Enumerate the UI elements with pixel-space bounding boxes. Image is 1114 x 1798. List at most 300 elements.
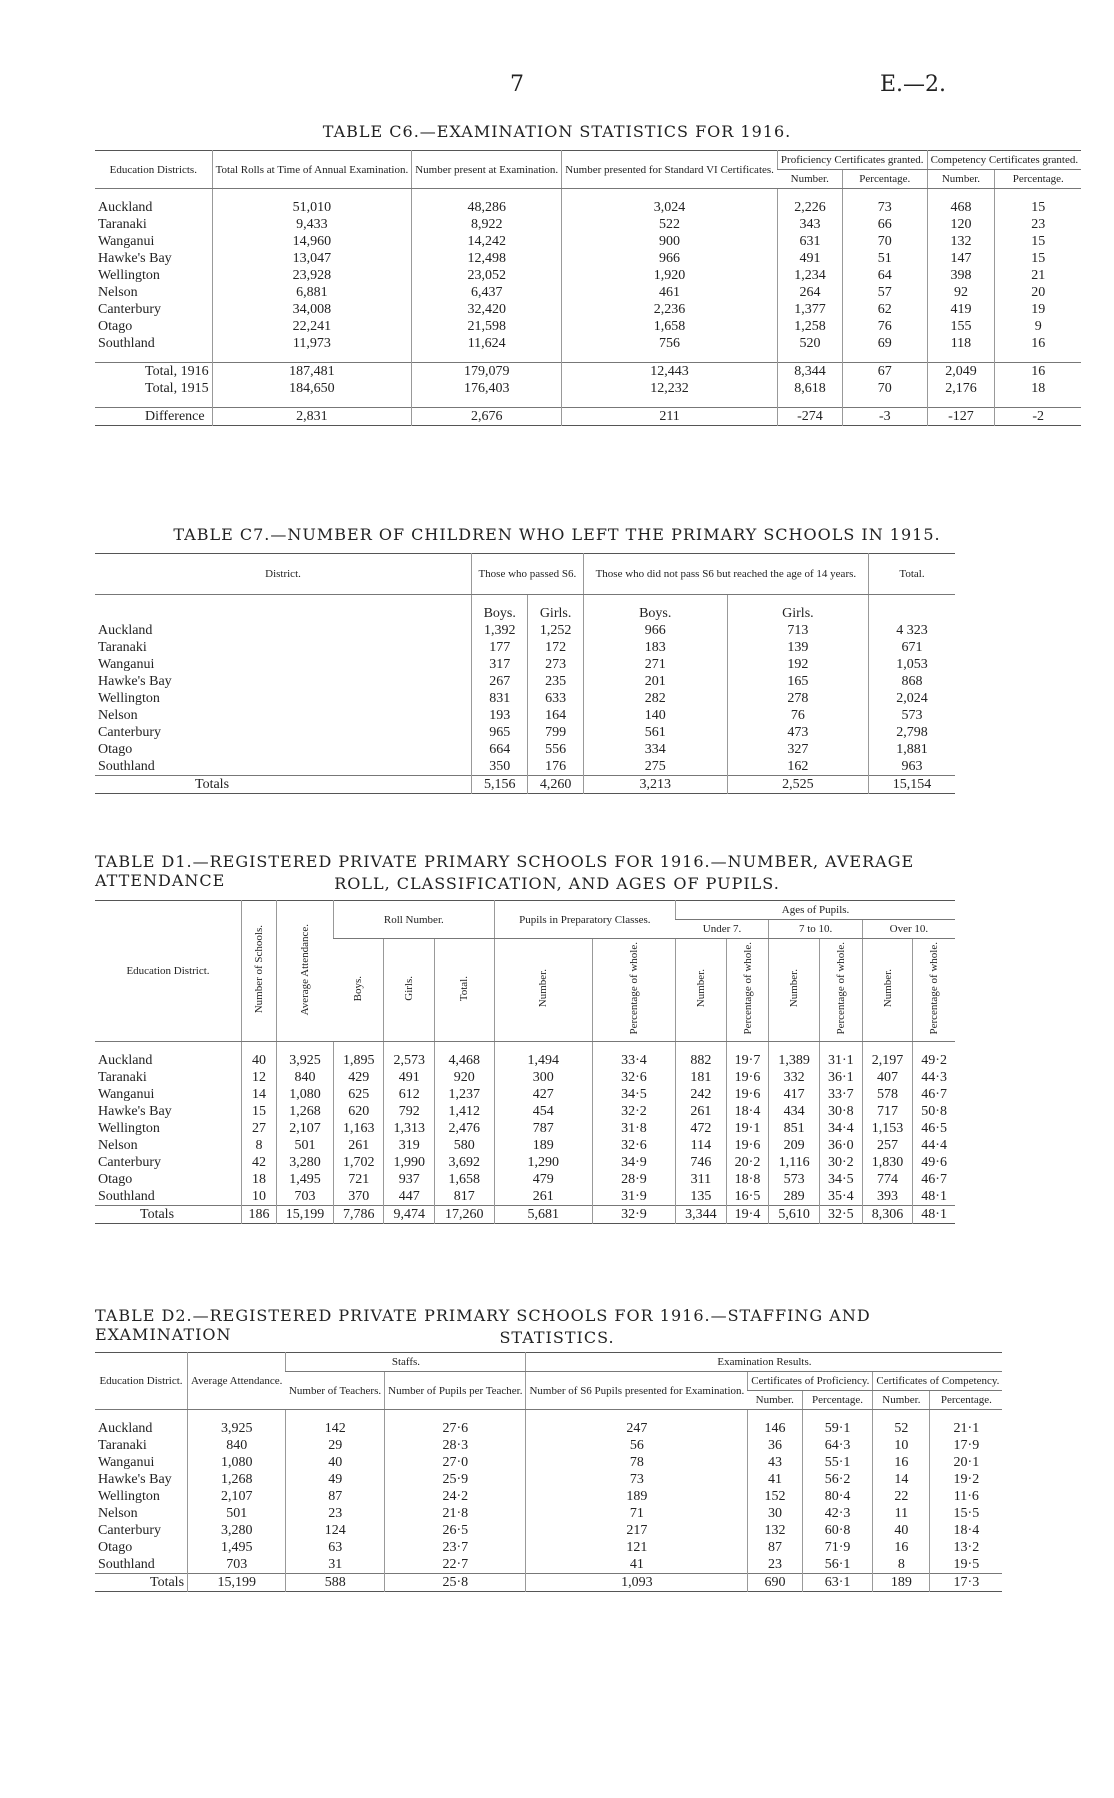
spacer-cell xyxy=(277,1041,334,1052)
cell-value: 1,080 xyxy=(277,1086,334,1103)
cell-value: 1,990 xyxy=(384,1154,434,1171)
cell-value: 721 xyxy=(334,1171,384,1188)
table-row xyxy=(95,741,955,758)
spacer-cell xyxy=(385,1410,526,1421)
row-label: Nelson xyxy=(98,1137,138,1153)
cell-value: 22 xyxy=(873,1488,930,1505)
cell-value: 20·2 xyxy=(726,1154,769,1171)
cell-value: 43 xyxy=(748,1454,802,1471)
cell-value: 139 xyxy=(727,639,868,656)
cell-value: 787 xyxy=(494,1120,592,1137)
cell-value: 1,163 xyxy=(334,1120,384,1137)
d2-h-s6: Number of S6 Pupils presented for Examination. xyxy=(526,1372,748,1410)
cell-value: 48·1 xyxy=(913,1205,955,1223)
cell-value: 51,010 xyxy=(212,199,412,216)
table-row xyxy=(95,758,955,776)
table-row xyxy=(95,1539,1002,1556)
table-row xyxy=(95,408,1081,426)
d1-h-pct: Percentage of whole. xyxy=(834,942,847,1035)
spacer-cell xyxy=(930,1410,1003,1421)
row-label: Auckland xyxy=(98,1421,153,1436)
cell-value: 27·0 xyxy=(385,1454,526,1471)
c6-h-rolls: Total Rolls at Time of Annual Examination. xyxy=(212,151,412,189)
cell-value: 23 xyxy=(286,1505,385,1522)
cell-value: 184,650 xyxy=(212,380,412,397)
cell-value: 13,047 xyxy=(212,250,412,267)
cell-value: 18·8 xyxy=(726,1171,769,1188)
cell-value: 19·2 xyxy=(930,1471,1003,1488)
cell-value: 73 xyxy=(843,199,928,216)
c7-h-notpassed: Those who did not pass S6 but reached the age of 14 years. xyxy=(583,554,868,595)
cell-value: 4 323 xyxy=(869,622,956,639)
cell-value: 48·1 xyxy=(913,1188,955,1206)
spacer-cell xyxy=(748,1410,802,1421)
table-row xyxy=(95,1574,1002,1592)
cell-value: 1,494 xyxy=(494,1052,592,1069)
cell-value: 8,306 xyxy=(862,1205,912,1223)
cell-value: 70 xyxy=(843,380,928,397)
cell-value: 32·6 xyxy=(592,1069,675,1086)
table-d1 xyxy=(95,900,955,1224)
row-label: Auckland xyxy=(98,200,153,215)
c7-h-total: Total. xyxy=(869,554,956,595)
spacer-cell xyxy=(188,1410,286,1421)
cell-value: 87 xyxy=(286,1488,385,1505)
cell-value: 32·5 xyxy=(819,1205,862,1223)
d2-h-number: Number. xyxy=(873,1391,930,1410)
cell-value: 631 xyxy=(777,233,842,250)
cell-value: 176 xyxy=(528,758,583,776)
c6-h-comp: Competency Certificates granted. xyxy=(927,151,1081,170)
cell-value: 264 xyxy=(777,284,842,301)
cell-value: 40 xyxy=(286,1454,385,1471)
spacer-cell xyxy=(869,595,956,623)
cell-value: 46·7 xyxy=(913,1171,955,1188)
cell-value: 135 xyxy=(676,1188,726,1206)
cell-value: 73 xyxy=(526,1471,748,1488)
cell-value: 332 xyxy=(769,1069,819,1086)
cell-value: 189 xyxy=(494,1137,592,1154)
row-label: Hawke's Bay xyxy=(98,1103,172,1119)
table-row xyxy=(95,1454,1002,1471)
table-d2 xyxy=(95,1352,1002,1592)
d2-h-teachers: Number of Teachers. xyxy=(286,1372,385,1410)
cell-value: 15,199 xyxy=(188,1574,286,1592)
cell-value: 350 xyxy=(472,758,528,776)
cell-value: 774 xyxy=(862,1171,912,1188)
cell-value: 17·3 xyxy=(930,1574,1003,1592)
table-d1-caption-2: ROLL, CLASSIFICATION, AND AGES OF PUPILS. xyxy=(334,874,780,893)
d1-h-girls: Girls. xyxy=(403,975,416,1001)
cell-value: 57 xyxy=(843,284,928,301)
row-label: Nelson xyxy=(98,708,138,723)
cell-value: 172 xyxy=(528,639,583,656)
d1-h-pct: Percentage of whole. xyxy=(741,942,754,1035)
cell-value: 52 xyxy=(873,1420,930,1437)
table-row xyxy=(95,1556,1002,1574)
cell-value: 1,658 xyxy=(434,1171,494,1188)
row-label: Totals xyxy=(95,776,472,794)
spacer-cell xyxy=(777,189,842,200)
c7-h-girls: Girls. xyxy=(727,595,868,623)
d1-h-roll: Roll Number. xyxy=(334,901,495,939)
c7-h-district: District. xyxy=(95,554,472,595)
cell-value: 612 xyxy=(384,1086,434,1103)
d1-body xyxy=(95,1041,955,1223)
cell-value: 1,268 xyxy=(277,1103,334,1120)
row-label: Canterbury xyxy=(98,1154,161,1170)
cell-value: 32,420 xyxy=(412,301,562,318)
table-row xyxy=(95,1471,1002,1488)
cell-value: 1,153 xyxy=(862,1120,912,1137)
spacer-cell xyxy=(286,1410,385,1421)
cell-value: 501 xyxy=(188,1505,286,1522)
cell-value: 491 xyxy=(777,250,842,267)
cell-value: 142 xyxy=(286,1420,385,1437)
cell-value: 5,681 xyxy=(494,1205,592,1223)
cell-value: -127 xyxy=(927,408,995,426)
cell-value: 2,226 xyxy=(777,199,842,216)
spacer-cell xyxy=(726,1041,769,1052)
d1-h-number: Number. xyxy=(694,969,707,1008)
cell-value: 162 xyxy=(727,758,868,776)
cell-value: 51 xyxy=(843,250,928,267)
cell-value: 2,676 xyxy=(412,408,562,426)
cell-value: 1,920 xyxy=(562,267,778,284)
c7-subheader-row xyxy=(95,595,955,623)
d1-h-district: Education District. xyxy=(95,901,242,1042)
cell-value: 69 xyxy=(843,335,928,352)
spacer-cell xyxy=(434,1041,494,1052)
cell-value: 1,895 xyxy=(334,1052,384,1069)
cell-value: 1,258 xyxy=(777,318,842,335)
cell-value: 76 xyxy=(727,707,868,724)
cell-value: 573 xyxy=(869,707,956,724)
cell-value: 176,403 xyxy=(412,380,562,397)
cell-value: 937 xyxy=(384,1171,434,1188)
table-c6-caption: TABLE C6.—EXAMINATION STATISTICS FOR 1916. xyxy=(322,122,792,141)
table-row xyxy=(95,724,955,741)
cell-value: 18 xyxy=(242,1171,277,1188)
spacer-cell xyxy=(412,189,562,200)
cell-value: 26·5 xyxy=(385,1522,526,1539)
cell-value: 447 xyxy=(384,1188,434,1206)
row-label: Wanganui xyxy=(98,234,155,249)
cell-value: 817 xyxy=(434,1188,494,1206)
spacer-cell xyxy=(913,1041,955,1052)
cell-value: 6,881 xyxy=(212,284,412,301)
row-label: Wanganui xyxy=(98,657,155,672)
cell-value: -274 xyxy=(777,408,842,426)
cell-value: 840 xyxy=(188,1437,286,1454)
table-row xyxy=(95,1171,955,1188)
cell-value: 2,831 xyxy=(212,408,412,426)
table-row xyxy=(95,1205,955,1223)
cell-value: 31·8 xyxy=(592,1120,675,1137)
table-row xyxy=(95,363,1081,381)
cell-value: 17,260 xyxy=(434,1205,494,1223)
cell-value: 15 xyxy=(995,250,1081,267)
cell-value: 165 xyxy=(727,673,868,690)
table-row xyxy=(95,318,1081,335)
cell-value: 703 xyxy=(188,1556,286,1574)
cell-value: 468 xyxy=(927,199,995,216)
table-row xyxy=(95,1052,955,1069)
cell-value: 966 xyxy=(583,622,727,639)
spacer-cell xyxy=(212,397,412,408)
d1-h-attendance: Average Attendance. xyxy=(299,923,311,1015)
cell-value: 393 xyxy=(862,1188,912,1206)
d2-h-exam: Examination Results. xyxy=(526,1353,1002,1372)
row-label: Canterbury xyxy=(98,302,161,317)
cell-value: 155 xyxy=(927,318,995,335)
cell-value: 2,525 xyxy=(727,776,868,794)
c7-h-girls: Girls. xyxy=(528,595,583,623)
table-row xyxy=(95,1103,955,1120)
cell-value: 40 xyxy=(242,1052,277,1069)
cell-value: 25·9 xyxy=(385,1471,526,1488)
spacer-cell xyxy=(777,352,842,363)
cell-value: 261 xyxy=(676,1103,726,1120)
table-row xyxy=(95,233,1081,250)
cell-value: 3,280 xyxy=(277,1154,334,1171)
cell-value: 201 xyxy=(583,673,727,690)
cell-value: 2,573 xyxy=(384,1052,434,1069)
cell-value: 12,232 xyxy=(562,380,778,397)
spacer-cell xyxy=(562,352,778,363)
cell-value: 8,922 xyxy=(412,216,562,233)
table-row xyxy=(95,656,955,673)
c6-h-presented: Number presented for Standard VI Certificates. xyxy=(562,151,778,189)
row-label: Totals xyxy=(95,1205,242,1223)
table-row xyxy=(95,1120,955,1137)
table-row xyxy=(95,707,955,724)
row-label: Wanganui xyxy=(98,1086,155,1102)
cell-value: 2,197 xyxy=(862,1052,912,1069)
c6-h-district: Education Districts. xyxy=(95,151,212,189)
cell-value: 8,344 xyxy=(777,363,842,381)
d1-h-7to10: 7 to 10. xyxy=(769,920,862,939)
cell-value: 42·3 xyxy=(802,1505,873,1522)
cell-value: 18 xyxy=(995,380,1081,397)
cell-value: 63 xyxy=(286,1539,385,1556)
row-label: Taranaki xyxy=(98,217,147,232)
cell-value: 8,618 xyxy=(777,380,842,397)
spacer-cell xyxy=(927,352,995,363)
cell-value: 189 xyxy=(873,1574,930,1592)
row-label: Wellington xyxy=(98,1489,160,1504)
table-row xyxy=(95,1154,955,1171)
cell-value: 1,237 xyxy=(434,1086,494,1103)
table-row xyxy=(95,776,955,794)
d2-body xyxy=(95,1410,1002,1592)
spacer-cell xyxy=(819,1041,862,1052)
table-c6 xyxy=(95,150,1081,426)
cell-value: 124 xyxy=(286,1522,385,1539)
row-label: Otago xyxy=(98,1171,133,1187)
cell-value: 8 xyxy=(873,1556,930,1574)
cell-value: 114 xyxy=(676,1137,726,1154)
cell-value: 15,154 xyxy=(869,776,956,794)
spacer-cell xyxy=(212,189,412,200)
cell-value: 900 xyxy=(562,233,778,250)
spacer-cell xyxy=(927,397,995,408)
row-label: Canterbury xyxy=(98,1523,161,1538)
c7-h-boys: Boys. xyxy=(472,595,528,623)
cell-value: 2,476 xyxy=(434,1120,494,1137)
spacer-cell xyxy=(212,352,412,363)
cell-value: 434 xyxy=(769,1103,819,1120)
cell-value: 59·1 xyxy=(802,1420,873,1437)
cell-value: 13·2 xyxy=(930,1539,1003,1556)
table-row xyxy=(95,301,1081,318)
cell-value: 48,286 xyxy=(412,199,562,216)
cell-value: 121 xyxy=(526,1539,748,1556)
spacer-row xyxy=(95,189,1081,200)
cell-value: 32·9 xyxy=(592,1205,675,1223)
d1-h-pct: Percentage of whole. xyxy=(627,942,640,1035)
cell-value: 60·8 xyxy=(802,1522,873,1539)
row-label: Southland xyxy=(98,336,155,351)
row-label: Hawke's Bay xyxy=(98,251,172,266)
cell-value: 49·2 xyxy=(913,1052,955,1069)
spacer-cell xyxy=(494,1041,592,1052)
table-row xyxy=(95,690,955,707)
cell-value: 11 xyxy=(873,1505,930,1522)
spacer-cell xyxy=(802,1410,873,1421)
spacer-row xyxy=(95,1041,955,1052)
table-row xyxy=(95,1086,955,1103)
cell-value: 491 xyxy=(384,1069,434,1086)
d2-h-staffs: Staffs. xyxy=(286,1353,526,1372)
d1-h-number: Number. xyxy=(881,969,894,1008)
cell-value: 19·7 xyxy=(726,1052,769,1069)
cell-value: 1,053 xyxy=(869,656,956,673)
d2-h-pupils: Number of Pupils per Teacher. xyxy=(385,1372,526,1410)
cell-value: 44·4 xyxy=(913,1137,955,1154)
d1-h-number: Number. xyxy=(788,969,801,1008)
d2-h-district: Education District. xyxy=(95,1353,188,1410)
cell-value: 132 xyxy=(748,1522,802,1539)
spacer-cell xyxy=(927,189,995,200)
cell-value: 76 xyxy=(843,318,928,335)
row-label: Canterbury xyxy=(98,725,161,740)
cell-value: 8 xyxy=(242,1137,277,1154)
cell-value: 11,624 xyxy=(412,335,562,352)
cell-value: 14 xyxy=(242,1086,277,1103)
cell-value: 80·4 xyxy=(802,1488,873,1505)
cell-value: 118 xyxy=(927,335,995,352)
cell-value: 1,881 xyxy=(869,741,956,758)
d1-h-number: Number. xyxy=(537,969,550,1008)
d2-h-percentage: Percentage. xyxy=(930,1391,1003,1410)
table-row xyxy=(95,1420,1002,1437)
cell-value: 6,437 xyxy=(412,284,562,301)
cell-value: 64·3 xyxy=(802,1437,873,1454)
cell-value: 9,433 xyxy=(212,216,412,233)
row-label: Wellington xyxy=(98,268,160,283)
cell-value: 920 xyxy=(434,1069,494,1086)
cell-value: 3,280 xyxy=(188,1522,286,1539)
cell-value: 398 xyxy=(927,267,995,284)
cell-value: 2,107 xyxy=(188,1488,286,1505)
cell-value: 67 xyxy=(843,363,928,381)
cell-value: 64 xyxy=(843,267,928,284)
cell-value: 33·4 xyxy=(592,1052,675,1069)
cell-value: 71·9 xyxy=(802,1539,873,1556)
cell-value: 1,377 xyxy=(777,301,842,318)
cell-value: 625 xyxy=(334,1086,384,1103)
row-label: Totals xyxy=(95,1574,188,1592)
cell-value: 11·6 xyxy=(930,1488,1003,1505)
spacer-cell xyxy=(873,1410,930,1421)
cell-value: 15,199 xyxy=(277,1205,334,1223)
cell-value: 19·4 xyxy=(726,1205,769,1223)
cell-value: 242 xyxy=(676,1086,726,1103)
spacer-cell xyxy=(95,1041,242,1052)
row-label: Nelson xyxy=(98,1506,138,1521)
cell-value: 746 xyxy=(676,1154,726,1171)
cell-value: 14,960 xyxy=(212,233,412,250)
cell-value: 19·5 xyxy=(930,1556,1003,1574)
cell-value: 3,213 xyxy=(583,776,727,794)
cell-value: 620 xyxy=(334,1103,384,1120)
row-label: Hawke's Bay xyxy=(98,1472,172,1487)
cell-value: 317 xyxy=(472,656,528,673)
c6-h-present: Number present at Examination. xyxy=(412,151,562,189)
cell-value: 152 xyxy=(748,1488,802,1505)
cell-value: 146 xyxy=(748,1420,802,1437)
cell-value: 147 xyxy=(927,250,995,267)
cell-value: 2,798 xyxy=(869,724,956,741)
document-reference: E.—2. xyxy=(880,72,947,97)
cell-value: 556 xyxy=(528,741,583,758)
cell-value: 261 xyxy=(334,1137,384,1154)
cell-value: 501 xyxy=(277,1137,334,1154)
spacer-cell xyxy=(843,352,928,363)
cell-value: 10 xyxy=(242,1188,277,1206)
spacer-cell xyxy=(562,189,778,200)
cell-value: 35·4 xyxy=(819,1188,862,1206)
cell-value: 1,268 xyxy=(188,1471,286,1488)
cell-value: 965 xyxy=(472,724,528,741)
spacer-cell xyxy=(242,1041,277,1052)
cell-value: 271 xyxy=(583,656,727,673)
cell-value: 282 xyxy=(583,690,727,707)
cell-value: 29 xyxy=(286,1437,385,1454)
cell-value: 32·2 xyxy=(592,1103,675,1120)
cell-value: 27 xyxy=(242,1120,277,1137)
cell-value: 19·6 xyxy=(726,1137,769,1154)
cell-value: 50·8 xyxy=(913,1103,955,1120)
cell-value: 21,598 xyxy=(412,318,562,335)
cell-value: 20 xyxy=(995,284,1081,301)
cell-value: 56·1 xyxy=(802,1556,873,1574)
d1-h-over10: Over 10. xyxy=(862,920,955,939)
cell-value: 56 xyxy=(526,1437,748,1454)
cell-value: 289 xyxy=(769,1188,819,1206)
cell-value: 41 xyxy=(526,1556,748,1574)
cell-value: 34·5 xyxy=(819,1171,862,1188)
cell-value: 14 xyxy=(873,1471,930,1488)
cell-value: 343 xyxy=(777,216,842,233)
cell-value: 34·4 xyxy=(819,1120,862,1137)
cell-value: 56·2 xyxy=(802,1471,873,1488)
cell-value: 19 xyxy=(995,301,1081,318)
cell-value: 40 xyxy=(873,1522,930,1539)
cell-value: 588 xyxy=(286,1574,385,1592)
cell-value: 1,702 xyxy=(334,1154,384,1171)
